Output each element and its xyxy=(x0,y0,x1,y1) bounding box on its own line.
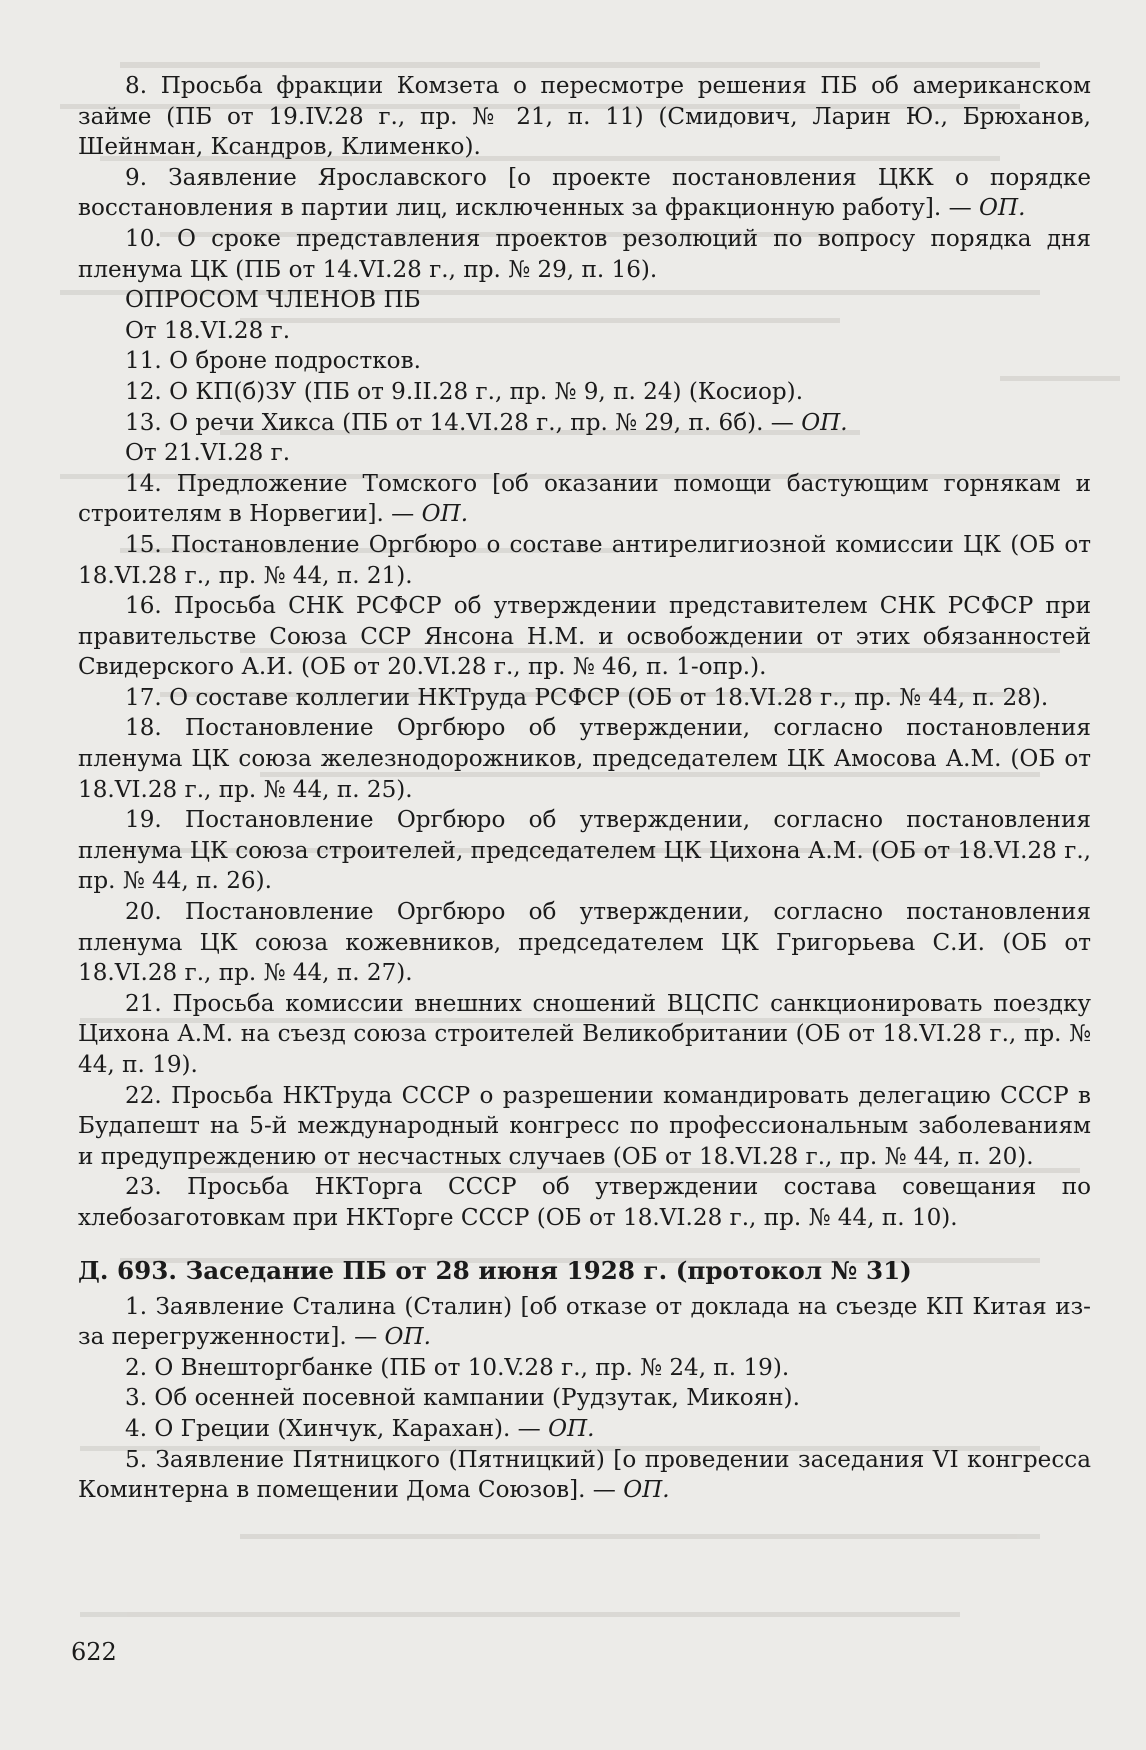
list-item xyxy=(78,469,1091,530)
date-18-06: От 18.VI.28 г. xyxy=(125,317,291,344)
item-number: 19. xyxy=(125,807,162,834)
item-number: 5. xyxy=(125,1446,148,1473)
list-item xyxy=(78,989,1091,1081)
item-number: 17. xyxy=(125,684,162,711)
item-text: Заявление Ярославского [о проекте постановления ЦКК о порядке восстановления в партии лиц, исключенных за фракционную работу]. — xyxy=(78,164,1091,222)
item-text: Заявление Пятницкого (Пятницкий) [о проведении заседания VI конгресса Коминтерна в помещении Дома Союзов]. — xyxy=(78,1446,1091,1504)
item-number: 1. xyxy=(125,1293,148,1320)
list-item xyxy=(78,346,1091,377)
list-item xyxy=(78,408,1091,439)
item-decision: ОП. xyxy=(971,195,1026,222)
poll-heading: ОПРОСОМ ЧЛЕНОВ ПБ xyxy=(125,287,421,314)
item-number: 16. xyxy=(125,593,162,620)
list-item xyxy=(78,805,1091,897)
items-poll-21-06 xyxy=(78,469,1091,1234)
item-number: 8. xyxy=(125,73,148,99)
item-number: 23. xyxy=(125,1174,162,1201)
list-item xyxy=(78,1383,1091,1414)
item-text: Просьба НКТорга СССР об утверждении состава совещания по хлебозаготовкам при НКТорге СССР (ОБ от 18.VI.28 г., пр. № 44, п. 10). xyxy=(78,1174,1091,1231)
item-text: Постановление Оргбюро о составе антирелигиозной комиссии ЦК (ОБ от 18.VI.28 г., пр. № 44, п. 21). xyxy=(78,531,1091,589)
item-number: 12. xyxy=(125,378,162,405)
item-number: 18. xyxy=(125,715,162,742)
item-number: 11. xyxy=(125,348,162,375)
item-number: 14. xyxy=(125,470,162,497)
list-item xyxy=(78,591,1091,683)
item-number: 3. xyxy=(125,1385,148,1412)
item-text: Заявление Сталина (Сталин) [об отказе от доклада на съезде КП Китая из-за перегруженности]. — xyxy=(78,1293,1091,1351)
item-text: Постановление Оргбюро об утверждении, согласно постановления пленума ЦК союза кожевников, председателем ЦК Григорьева С.И. (ОБ от 18.VI.28 г., пр. № 44, п. 27). xyxy=(78,899,1091,987)
item-text: Просьба НКТруда СССР о разрешении командировать делегацию СССР в Будапешт на 5-й международный конгресс по профессиональным заболеваниям и предупреждению от несчастных случаев (ОБ от 18.VI.28 г., пр. № 44, п. 20). xyxy=(78,1082,1091,1170)
item-text: Постановление Оргбюро об утверждении, согласно постановления пленума ЦК союза железнодорожников, председателем ЦК Амосова А.М. (ОБ от 18.VI.28 г., пр. № 44, п. 25). xyxy=(78,715,1091,803)
item-text: Просьба комиссии внешних сношений ВЦСПС санкционировать поездку Цихона А.М. на съезд союза строителей Великобритании (ОБ от 18.VI.28 г., пр. № 44, п. 19). xyxy=(78,990,1091,1078)
item-text: Постановление Оргбюро об утверждении, согласно постановления пленума ЦК союза строителей, председателем ЦК Цихона А.М. (ОБ от 18.VI.28 г., пр. № 44, п. 26). xyxy=(78,807,1091,895)
list-item xyxy=(78,530,1091,591)
item-number: 10. xyxy=(125,225,162,252)
items-poll-18-06 xyxy=(78,346,1091,438)
item-text: Об осенней посевной кампании (Рудзутак, Микоян). xyxy=(147,1385,800,1412)
list-item xyxy=(78,683,1091,714)
list-item xyxy=(78,1353,1091,1384)
item-number: 20. xyxy=(125,899,162,926)
item-number: 21. xyxy=(125,990,162,1017)
list-item xyxy=(78,897,1091,989)
item-text: О составе коллегии НКТруда РСФСР (ОБ от 18.VI.28 г., пр. № 44, п. 28). xyxy=(161,684,1049,711)
item-text: Просьба фракции Комзета о пересмотре решения ПБ об американском займе (ПБ от 19.IV.28 г., пр. № 21, п. 11) (Смидович, Ларин Ю., Брюханов, Шейнман, Ксандров, Клименко). xyxy=(78,73,1091,161)
items-top xyxy=(78,71,1091,285)
item-number: 9. xyxy=(125,164,148,191)
list-item xyxy=(78,1445,1091,1506)
item-decision: ОП. xyxy=(414,501,469,528)
list-item xyxy=(78,163,1091,224)
item-decision: ОП. xyxy=(540,1415,595,1442)
item-number: 22. xyxy=(125,1082,162,1109)
item-text: Просьба СНК РСФСР об утверждении представителем СНК РСФСР при правительстве Союза ССР Янсона Н.М. и освобождении от этих обязанностей Свидерского А.И. (ОБ от 20.VI.28 г., пр. № 46, п. 1-опр.). xyxy=(78,593,1091,681)
item-number: 4. xyxy=(125,1415,148,1442)
item-decision: ОП. xyxy=(793,409,848,436)
page-text xyxy=(78,71,1091,1506)
item-text: О Внешторгбанке (ПБ от 10.V.28 г., пр. № 24, п. 19). xyxy=(147,1354,790,1381)
item-text: О броне подростков. xyxy=(161,348,421,375)
item-text: О Греции (Хинчук, Карахан). — xyxy=(147,1415,541,1442)
date-21-06: От 21.VI.28 г. xyxy=(125,440,291,467)
list-item xyxy=(78,1292,1091,1353)
list-item xyxy=(78,713,1091,805)
item-decision: ОП. xyxy=(615,1477,670,1504)
list-item xyxy=(78,1414,1091,1445)
item-text: О сроке представления проектов резолюций по вопросу порядка дня пленума ЦК (ПБ от 14.VI.28 г., пр. № 29, п. 16). xyxy=(78,225,1091,283)
item-decision: ОП. xyxy=(377,1324,431,1351)
list-item xyxy=(78,1081,1091,1173)
list-item xyxy=(78,377,1091,408)
list-item xyxy=(78,1172,1091,1233)
item-number: 13. xyxy=(125,409,162,436)
item-text: О КП(б)ЗУ (ПБ от 9.II.28 г., пр. № 9, п. 24) (Косиор). xyxy=(161,378,804,405)
list-item xyxy=(78,71,1091,163)
item-number: 15. xyxy=(125,531,162,558)
items-meeting-28-06 xyxy=(78,1292,1091,1506)
section-heading: Д. 693. Заседание ПБ от 28 июня 1928 г. (протокол № 31) xyxy=(78,1255,912,1285)
list-item xyxy=(78,224,1091,285)
item-text: Предложение Томского [об оказании помощи бастующим горнякам и строителям в Норвегии]. — xyxy=(78,470,1091,528)
page-number: 622 xyxy=(71,1638,117,1666)
item-text: О речи Хикса (ПБ от 14.VI.28 г., пр. № 29, п. 6б). — xyxy=(161,409,794,436)
item-number: 2. xyxy=(125,1354,148,1381)
